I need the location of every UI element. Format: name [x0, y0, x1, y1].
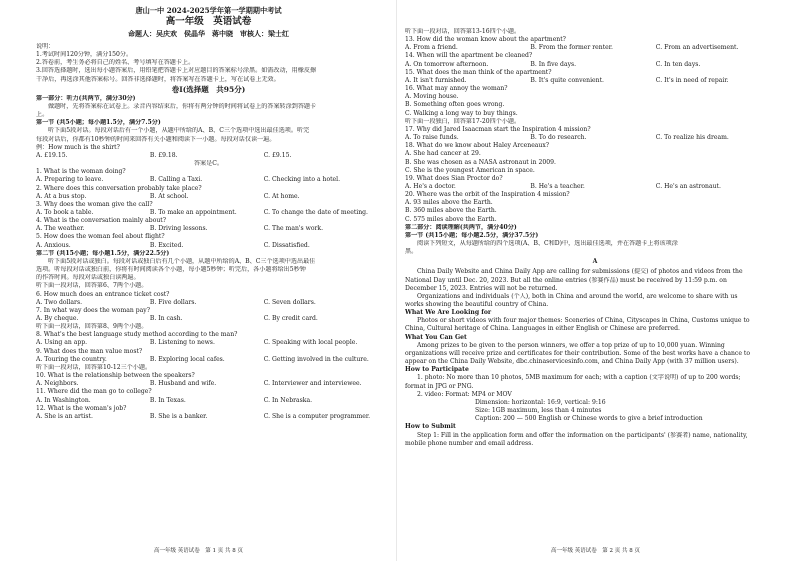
- example-answer: 答案是C。: [193, 160, 224, 168]
- question: 17. Why did Jared Isaacman start the Inspiration 4 mission?: [405, 125, 591, 133]
- question: 18. What do we know about Haley Arceneaux?: [405, 142, 550, 150]
- question-options: [405, 77, 785, 85]
- part1-title: 第一部分：听力(共两节，满分30分): [36, 94, 136, 102]
- question: 1. What is the woman doing?: [36, 168, 126, 176]
- option: B. Something often goes wrong.: [405, 101, 505, 109]
- question-options: [36, 397, 381, 405]
- option: B. Five dollars.: [149, 298, 197, 306]
- option: C. In ten days.: [655, 60, 701, 68]
- exam-page-2: [397, 0, 794, 561]
- option: A. 93 miles above the Earth.: [405, 199, 493, 207]
- question: 4. What is the conversation mainly about?: [36, 217, 167, 225]
- section2-title: 第二节 (共15小题；每小题1.5分，满分22.5分): [36, 249, 170, 257]
- part2-section1-title: 第一节 (共15小题；每小题2.5分，满分37.5分): [405, 231, 539, 239]
- option: C. To change the date of meeting.: [263, 208, 368, 216]
- option: A. Neighbors.: [36, 380, 79, 388]
- option: C. 575 miles above the Earth.: [405, 215, 497, 223]
- option: A. £19.15.: [36, 151, 68, 159]
- option: B. In five days.: [530, 60, 577, 68]
- option: B. Husband and wife.: [149, 380, 217, 388]
- passage-line: Organizations and individuals (个人), both in China and around the world, are welcome to share with us: [417, 292, 738, 300]
- option: A. Using an app.: [36, 339, 88, 347]
- passage-line: Step 1: Fill in the application form and offer the information on the participants' (参赛者) name, nationality,: [417, 431, 748, 439]
- set-instruction: 听下面一段对话，回答第13-16四个小题。: [405, 28, 521, 35]
- question: 3. Why does the woman give the call?: [36, 200, 153, 208]
- option: C. Speaking with local people.: [263, 339, 358, 347]
- volume-title: 卷Ⅰ(选择题 共95分): [171, 84, 246, 94]
- passage-line: organizations will receive prize and certificates for their contribution. Some of the best works have a chance to: [405, 349, 750, 357]
- set-instruction: 听下面一段对话，回答第6、7两个小题。: [36, 282, 148, 290]
- note-line: 干净后，再选涂其他答案标号。回答非选择题时，将答案写在答题卡上，写在试卷上无效。: [36, 75, 280, 83]
- question: 7. In what way does the woman pay?: [36, 306, 150, 314]
- option: B. Listening to news.: [149, 339, 215, 347]
- question-options: [36, 413, 381, 421]
- subject-title: 高一年级 英语试卷: [165, 16, 252, 27]
- part2-instruction: 阅读下列短文，从每题所给的四个选项(A、B、C和D)中，选出最佳选项，并在答题卡上将该项涂: [417, 240, 678, 248]
- option: C. Dissatisfied.: [263, 241, 310, 249]
- question-options: [36, 315, 381, 323]
- question-options: [36, 380, 381, 388]
- option: A. On tomorrow afternoon.: [405, 60, 489, 68]
- option: C. The man's work.: [263, 225, 324, 233]
- option: A. Anxious.: [36, 241, 71, 249]
- option: B. To make an appointment.: [149, 208, 237, 216]
- option: A. Moving house.: [405, 93, 459, 101]
- option: C. It's in need of repair.: [655, 76, 729, 84]
- question: 6. How much does an entrance ticket cost?: [36, 290, 170, 298]
- option: B. To do research.: [530, 134, 587, 142]
- question: 2. Where does this conversation probably take place?: [36, 184, 202, 192]
- question-options: [405, 61, 785, 69]
- example-options: [36, 152, 381, 160]
- option: A. At a bus stop.: [36, 192, 87, 200]
- option: A. She is an artist.: [36, 412, 93, 420]
- option: A. Touring the country.: [36, 355, 107, 363]
- section1-title: 第一节 (共5小题；每小题1.5分，满分7.5分): [36, 119, 161, 127]
- passage-line: December 15, 2023. Entries will not be returned.: [405, 284, 558, 292]
- option: A. From a friend.: [405, 44, 458, 52]
- set-instruction: 听下面一段对话，回答第8、9两个小题。: [36, 323, 148, 331]
- option: C. Getting involved in the culture.: [263, 355, 369, 363]
- question: 13. How did the woman know about the apartment?: [405, 36, 566, 44]
- option: A. He's a doctor.: [405, 182, 456, 190]
- option: A. To raise funds.: [405, 134, 459, 142]
- passage-line: 2. video: Format: MP4 or MOV: [417, 390, 512, 398]
- option: C. £9.15.: [263, 151, 292, 159]
- staff-line: 命题人：吴庆欢 侯晶华 蒋中晓 审核人：梁士红: [128, 29, 289, 38]
- question: 16. What may annoy the woman?: [405, 85, 508, 93]
- option: B. Exploring local cafes.: [149, 355, 225, 363]
- passage-line: China, Cultural heritage of China. Languages in either English or Chinese are preferred.: [405, 325, 680, 333]
- question-options: [36, 299, 381, 307]
- question-options: [405, 44, 785, 52]
- section1-instruction: 听下面5段对话。每段对话后有一个小题，从题中所给的A、B、C三个选项中选出最佳选项。听完: [48, 127, 310, 135]
- passage-line: China Daily Website and China Daily App are calling for submissions (提交) of photos and videos from the: [417, 268, 743, 276]
- question: 14. When will the apartment be cleaned?: [405, 52, 533, 60]
- set-instruction: 听下面一段对话，回答第10-12三个小题。: [36, 363, 152, 371]
- part1-instruction: 做题时，先将答案标在试卷上。录音内容结束后，你将有两分钟的时间将试卷上的答案转涂到答题卡: [48, 102, 317, 110]
- option: B. She was chosen as a NASA astronaut in 2009.: [405, 158, 556, 166]
- question-options: [36, 339, 381, 347]
- option: B. £9.18.: [149, 151, 178, 159]
- passage-line: works showing the beautiful country of China.: [405, 301, 549, 308]
- option: B. Excited.: [149, 241, 184, 249]
- video-dimension: Dimension: horizontal: 16:9, vertical: 9:16: [475, 398, 606, 406]
- passage-label: A: [592, 258, 598, 266]
- passage-line: Among prizes to be given to the person winners, we offer a top prize of up to 10,000 yuan. Winning: [417, 341, 725, 349]
- question: 20. Where was the orbit of the Inspiration 4 mission?: [405, 191, 570, 199]
- option: B. It's quite convenient.: [530, 76, 604, 84]
- option: B. In Texas.: [149, 396, 186, 404]
- option: A. Two dollars.: [36, 298, 83, 306]
- option: C. By credit card.: [263, 315, 318, 322]
- option: B. In cash.: [149, 315, 183, 322]
- passage-line: National Day until Dec. 20, 2023. But all the online entries (参赛作品) must be received by 11:59 p.m. on: [405, 276, 727, 284]
- question-options: [36, 356, 381, 364]
- option: A. Preparing to leave.: [36, 176, 104, 184]
- page-footer: 高一年级 英语试卷 第 2 页 共 8 页: [551, 548, 640, 554]
- page-footer: 高一年级 英语试卷 第 1 页 共 8 页: [154, 548, 243, 554]
- option: A. By cheque.: [36, 315, 79, 322]
- option: A. In Washington.: [36, 396, 91, 404]
- note-line: 2.答卷前，考生务必将自己的姓名、考号填写在答题卡上。: [36, 59, 195, 67]
- option: B. Calling a Taxi.: [149, 176, 203, 184]
- passage-line: mobile phone number and email address.: [405, 439, 534, 447]
- notes-label: 说明：: [36, 43, 55, 50]
- section2-instruction: 听下面5段对话或独白。每段对话或独白后有几个小题，从题中所给的A、B、C三个选项中选出最佳: [48, 257, 316, 265]
- question: 9. What does the man value most?: [36, 347, 143, 355]
- option: C. To realize his dream.: [655, 134, 729, 142]
- heading-what-you-can-get: What You Can Get: [405, 333, 467, 341]
- question-options: [405, 183, 785, 191]
- question-options: [36, 242, 381, 250]
- option: C. Checking into a hotel.: [263, 176, 341, 184]
- passage-line: appear on the China Daily Website, dbc.chinaservicesinfo.com, and China Daily App (with 37 million users).: [405, 358, 739, 366]
- question-options: [36, 209, 381, 217]
- option: B. 360 miles above the Earth.: [405, 207, 497, 215]
- question-options: [36, 176, 381, 184]
- video-caption: Caption: 200 — 500 English or Chinese words to give a brief introduction: [475, 415, 703, 423]
- option: C. At home.: [263, 192, 300, 200]
- heading-how-to-submit: How to Submit: [405, 423, 456, 431]
- option: C. He's an astronaut.: [655, 182, 721, 190]
- heading-how-to-participate: How to Participate: [405, 366, 469, 374]
- option: C. From an advertisement.: [655, 44, 739, 52]
- question: 10. What is the relationship between the speakers?: [36, 372, 195, 380]
- option: A. It isn't furnished.: [405, 76, 467, 84]
- question-options: [36, 225, 381, 233]
- passage-line: Photos or short videos with four major themes: Sceneries of China, Cityscapes in China, Customs unique to: [417, 317, 750, 325]
- option: C. Walking a long way to buy things.: [405, 109, 518, 117]
- question: 5. How does the woman feel about flight?: [36, 233, 165, 241]
- part2-title: 第二部分：阅读理解(共两节，满分40分): [405, 223, 517, 231]
- question: 19. What does Sian Proctor do?: [405, 174, 503, 182]
- section2-instruction: 的作答时间。每段对话或独白读两遍。: [36, 274, 140, 282]
- option: B. At school.: [149, 192, 189, 200]
- section1-instruction: 每段对话后，你都有10秒钟的时间来回答有关小题和阅读下一小题。每段对话仅读一遍。: [36, 135, 276, 143]
- note-line: 1.考试时间120分钟，满分150分。: [36, 51, 133, 59]
- question: 15. What does the man think of the apartment?: [405, 68, 552, 76]
- question-options: [36, 193, 381, 201]
- heading-looking-for: What We Are Looking for: [405, 309, 492, 317]
- example-question: 例：How much is the shirt?: [36, 143, 120, 151]
- option: C. She is the youngest American in space.: [405, 166, 535, 174]
- note-line: 3.回答选择题时，选出每小题答案后，用铅笔把答题卡上对应题目的答案标号涂黑。如需改动，用橡皮擦: [36, 67, 317, 75]
- set-instruction: 听下面一段独白，回答第17-20四个小题。: [405, 117, 521, 125]
- option: C. Seven dollars.: [263, 298, 316, 306]
- passage-line: 1. photo: No more than 10 photos, 5MB maximum for each; with a caption (文字说明) of up to 200 words;: [417, 374, 741, 382]
- part2-instruction: 黑。: [405, 248, 418, 256]
- exam-title: 唐山一中 2024-2025学年第一学期期中考试: [135, 6, 282, 15]
- question: 8. What's the best language study method according to the man?: [36, 331, 238, 339]
- section2-instruction: 选项。听每段对话或独白前，你将有时间阅读各个小题，每小题5秒钟；听完后，各小题将给出5秒钟: [36, 266, 306, 274]
- option: B. From the former renter.: [530, 44, 613, 52]
- option: C. Interviewer and interviewee.: [263, 380, 362, 388]
- question: 12. What is the woman's job?: [36, 404, 127, 412]
- part1-instruction: 上。: [36, 111, 49, 119]
- option: C. She is a computer programmer.: [263, 412, 371, 420]
- video-size: Size: 1GB maximum, less than 4 minutes: [475, 407, 602, 415]
- question: 11. Where did the man go to college?: [36, 388, 152, 396]
- option: A. She had cancer at 29.: [405, 150, 481, 158]
- option: A. To book a table.: [36, 208, 94, 216]
- option: B. She is a banker.: [149, 412, 208, 420]
- option: A. The weather.: [36, 225, 85, 233]
- option: B. He's a teacher.: [530, 182, 585, 190]
- passage-line: format in JPG or PNG.: [405, 382, 474, 390]
- option: B. Driving lessons.: [149, 225, 208, 233]
- option: C. In Nebraska.: [263, 396, 313, 404]
- question-options: [405, 134, 785, 142]
